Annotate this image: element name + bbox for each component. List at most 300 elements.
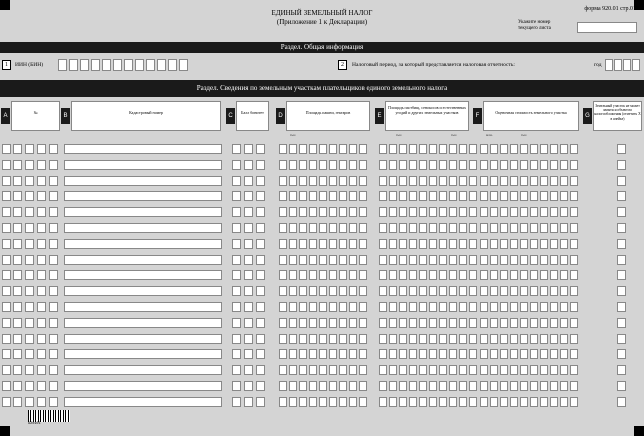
- row-number-cell[interactable]: [49, 176, 58, 186]
- row-number-cell[interactable]: [49, 381, 58, 391]
- valuation-cell[interactable]: [550, 144, 558, 154]
- arable-area-cell[interactable]: [279, 144, 287, 154]
- iin-char-cell[interactable]: [124, 59, 133, 71]
- pasture-area-cell[interactable]: [379, 144, 387, 154]
- arable-area-cell[interactable]: [329, 176, 337, 186]
- pasture-area-cell[interactable]: [439, 255, 447, 265]
- arable-area-cell[interactable]: [319, 365, 327, 375]
- pasture-area-cell[interactable]: [469, 176, 477, 186]
- valuation-cell[interactable]: [480, 286, 488, 296]
- row-number-cell[interactable]: [25, 144, 34, 154]
- valuation-cell[interactable]: [530, 223, 538, 233]
- arable-area-cell[interactable]: [329, 365, 337, 375]
- valuation-cell[interactable]: [500, 239, 508, 249]
- iin-char-cell[interactable]: [168, 59, 177, 71]
- arable-area-cell[interactable]: [299, 334, 307, 344]
- valuation-cell[interactable]: [540, 365, 548, 375]
- arable-area-cell[interactable]: [319, 397, 327, 407]
- pasture-area-cell[interactable]: [419, 270, 427, 280]
- pasture-area-cell[interactable]: [429, 239, 437, 249]
- valuation-cell[interactable]: [530, 144, 538, 154]
- valuation-cell[interactable]: [520, 191, 528, 201]
- pasture-area-cell[interactable]: [419, 286, 427, 296]
- valuation-cell[interactable]: [510, 302, 518, 312]
- row-number-cell[interactable]: [13, 255, 22, 265]
- pasture-area-cell[interactable]: [439, 302, 447, 312]
- valuation-cell[interactable]: [510, 239, 518, 249]
- pasture-area-cell[interactable]: [469, 239, 477, 249]
- row-number-cell[interactable]: [49, 223, 58, 233]
- valuation-cell[interactable]: [480, 160, 488, 170]
- pasture-area-cell[interactable]: [379, 365, 387, 375]
- pasture-area-cell[interactable]: [439, 286, 447, 296]
- pasture-area-cell[interactable]: [409, 223, 417, 233]
- row-number-cell[interactable]: [2, 207, 11, 217]
- pasture-area-cell[interactable]: [399, 160, 407, 170]
- arable-area-cell[interactable]: [319, 207, 327, 217]
- row-number-cell[interactable]: [49, 302, 58, 312]
- arable-area-cell[interactable]: [359, 160, 367, 170]
- arable-area-cell[interactable]: [329, 397, 337, 407]
- pasture-area-cell[interactable]: [399, 255, 407, 265]
- pasture-area-cell[interactable]: [399, 239, 407, 249]
- bonitet-cell[interactable]: [256, 207, 265, 217]
- arable-area-cell[interactable]: [359, 191, 367, 201]
- iin-char-cell[interactable]: [102, 59, 111, 71]
- arable-area-cell[interactable]: [329, 334, 337, 344]
- pasture-area-cell[interactable]: [469, 334, 477, 344]
- row-number-cell[interactable]: [49, 397, 58, 407]
- pasture-area-cell[interactable]: [449, 270, 457, 280]
- valuation-cell[interactable]: [490, 144, 498, 154]
- year-char-cell[interactable]: [632, 59, 640, 71]
- pasture-area-cell[interactable]: [399, 365, 407, 375]
- pasture-area-cell[interactable]: [449, 207, 457, 217]
- arable-area-cell[interactable]: [339, 365, 347, 375]
- valuation-cell[interactable]: [490, 365, 498, 375]
- valuation-cell[interactable]: [490, 191, 498, 201]
- pasture-area-cell[interactable]: [409, 255, 417, 265]
- cadastral-number-field[interactable]: [64, 286, 222, 296]
- pasture-area-cell[interactable]: [459, 334, 467, 344]
- valuation-cell[interactable]: [520, 239, 528, 249]
- bonitet-cell[interactable]: [232, 160, 241, 170]
- valuation-cell[interactable]: [570, 397, 578, 407]
- bonitet-cell[interactable]: [256, 191, 265, 201]
- arable-area-cell[interactable]: [359, 144, 367, 154]
- valuation-cell[interactable]: [570, 255, 578, 265]
- arable-area-cell[interactable]: [279, 302, 287, 312]
- pasture-area-cell[interactable]: [439, 176, 447, 186]
- arable-area-cell[interactable]: [339, 334, 347, 344]
- arable-area-cell[interactable]: [309, 381, 317, 391]
- row-number-cell[interactable]: [49, 334, 58, 344]
- bonitet-cell[interactable]: [256, 176, 265, 186]
- bonitet-cell[interactable]: [256, 270, 265, 280]
- pasture-area-cell[interactable]: [459, 207, 467, 217]
- pasture-area-cell[interactable]: [399, 302, 407, 312]
- cadastral-number-field[interactable]: [64, 318, 222, 328]
- arable-area-cell[interactable]: [289, 318, 297, 328]
- row-number-cell[interactable]: [2, 286, 11, 296]
- valuation-cell[interactable]: [570, 302, 578, 312]
- valuation-cell[interactable]: [490, 223, 498, 233]
- pasture-area-cell[interactable]: [389, 318, 397, 328]
- valuation-cell[interactable]: [510, 381, 518, 391]
- row-number-cell[interactable]: [49, 239, 58, 249]
- arable-area-cell[interactable]: [289, 144, 297, 154]
- cadastral-number-field[interactable]: [64, 144, 222, 154]
- pasture-area-cell[interactable]: [379, 286, 387, 296]
- pasture-area-cell[interactable]: [389, 381, 397, 391]
- valuation-cell[interactable]: [510, 176, 518, 186]
- arable-area-cell[interactable]: [319, 349, 327, 359]
- valuation-cell[interactable]: [560, 302, 568, 312]
- pasture-area-cell[interactable]: [419, 255, 427, 265]
- cadastral-number-field[interactable]: [64, 381, 222, 391]
- exempt-mark-cell[interactable]: [617, 191, 626, 201]
- valuation-cell[interactable]: [540, 207, 548, 217]
- bonitet-cell[interactable]: [244, 160, 253, 170]
- valuation-cell[interactable]: [560, 318, 568, 328]
- bonitet-cell[interactable]: [256, 144, 265, 154]
- arable-area-cell[interactable]: [339, 349, 347, 359]
- arable-area-cell[interactable]: [279, 349, 287, 359]
- bonitet-cell[interactable]: [256, 255, 265, 265]
- bonitet-cell[interactable]: [256, 381, 265, 391]
- pasture-area-cell[interactable]: [389, 349, 397, 359]
- row-number-cell[interactable]: [49, 365, 58, 375]
- pasture-area-cell[interactable]: [429, 191, 437, 201]
- valuation-cell[interactable]: [530, 286, 538, 296]
- arable-area-cell[interactable]: [329, 207, 337, 217]
- pasture-area-cell[interactable]: [459, 318, 467, 328]
- exempt-mark-cell[interactable]: [617, 334, 626, 344]
- valuation-cell[interactable]: [510, 397, 518, 407]
- row-number-cell[interactable]: [37, 160, 46, 170]
- arable-area-cell[interactable]: [349, 334, 357, 344]
- arable-area-cell[interactable]: [309, 365, 317, 375]
- row-number-cell[interactable]: [13, 334, 22, 344]
- valuation-cell[interactable]: [490, 270, 498, 280]
- valuation-cell[interactable]: [480, 397, 488, 407]
- valuation-cell[interactable]: [500, 207, 508, 217]
- valuation-cell[interactable]: [570, 223, 578, 233]
- arable-area-cell[interactable]: [309, 334, 317, 344]
- valuation-cell[interactable]: [560, 365, 568, 375]
- bonitet-cell[interactable]: [256, 397, 265, 407]
- pasture-area-cell[interactable]: [429, 160, 437, 170]
- bonitet-cell[interactable]: [232, 144, 241, 154]
- valuation-cell[interactable]: [480, 302, 488, 312]
- row-number-cell[interactable]: [25, 318, 34, 328]
- arable-area-cell[interactable]: [339, 397, 347, 407]
- pasture-area-cell[interactable]: [399, 144, 407, 154]
- valuation-cell[interactable]: [480, 223, 488, 233]
- valuation-cell[interactable]: [480, 349, 488, 359]
- cadastral-number-field[interactable]: [64, 223, 222, 233]
- row-number-cell[interactable]: [13, 144, 22, 154]
- cadastral-number-field[interactable]: [64, 239, 222, 249]
- pasture-area-cell[interactable]: [429, 144, 437, 154]
- pasture-area-cell[interactable]: [419, 223, 427, 233]
- pasture-area-cell[interactable]: [469, 144, 477, 154]
- arable-area-cell[interactable]: [329, 270, 337, 280]
- valuation-cell[interactable]: [540, 381, 548, 391]
- pasture-area-cell[interactable]: [469, 255, 477, 265]
- row-number-cell[interactable]: [25, 349, 34, 359]
- row-number-cell[interactable]: [13, 349, 22, 359]
- pasture-area-cell[interactable]: [389, 191, 397, 201]
- valuation-cell[interactable]: [480, 270, 488, 280]
- pasture-area-cell[interactable]: [409, 318, 417, 328]
- pasture-area-cell[interactable]: [469, 349, 477, 359]
- row-number-cell[interactable]: [25, 255, 34, 265]
- valuation-cell[interactable]: [500, 176, 508, 186]
- arable-area-cell[interactable]: [279, 365, 287, 375]
- valuation-cell[interactable]: [550, 239, 558, 249]
- pasture-area-cell[interactable]: [459, 255, 467, 265]
- valuation-cell[interactable]: [560, 255, 568, 265]
- arable-area-cell[interactable]: [309, 239, 317, 249]
- valuation-cell[interactable]: [520, 318, 528, 328]
- arable-area-cell[interactable]: [299, 160, 307, 170]
- arable-area-cell[interactable]: [299, 176, 307, 186]
- pasture-area-cell[interactable]: [379, 255, 387, 265]
- valuation-cell[interactable]: [540, 160, 548, 170]
- bonitet-cell[interactable]: [232, 302, 241, 312]
- row-number-cell[interactable]: [25, 334, 34, 344]
- arable-area-cell[interactable]: [339, 381, 347, 391]
- arable-area-cell[interactable]: [329, 160, 337, 170]
- cadastral-number-field[interactable]: [64, 349, 222, 359]
- arable-area-cell[interactable]: [339, 160, 347, 170]
- arable-area-cell[interactable]: [289, 381, 297, 391]
- pasture-area-cell[interactable]: [439, 397, 447, 407]
- pasture-area-cell[interactable]: [449, 239, 457, 249]
- arable-area-cell[interactable]: [299, 397, 307, 407]
- valuation-cell[interactable]: [500, 349, 508, 359]
- valuation-cell[interactable]: [550, 223, 558, 233]
- pasture-area-cell[interactable]: [389, 160, 397, 170]
- pasture-area-cell[interactable]: [459, 144, 467, 154]
- pasture-area-cell[interactable]: [379, 318, 387, 328]
- valuation-cell[interactable]: [570, 191, 578, 201]
- pasture-area-cell[interactable]: [459, 239, 467, 249]
- pasture-area-cell[interactable]: [379, 302, 387, 312]
- pasture-area-cell[interactable]: [389, 302, 397, 312]
- pasture-area-cell[interactable]: [469, 397, 477, 407]
- arable-area-cell[interactable]: [319, 239, 327, 249]
- bonitet-cell[interactable]: [232, 223, 241, 233]
- arable-area-cell[interactable]: [349, 239, 357, 249]
- bonitet-cell[interactable]: [244, 318, 253, 328]
- valuation-cell[interactable]: [490, 318, 498, 328]
- valuation-cell[interactable]: [560, 191, 568, 201]
- valuation-cell[interactable]: [500, 302, 508, 312]
- valuation-cell[interactable]: [520, 286, 528, 296]
- valuation-cell[interactable]: [490, 286, 498, 296]
- valuation-cell[interactable]: [500, 318, 508, 328]
- valuation-cell[interactable]: [540, 318, 548, 328]
- row-number-cell[interactable]: [25, 397, 34, 407]
- row-number-cell[interactable]: [2, 397, 11, 407]
- arable-area-cell[interactable]: [339, 191, 347, 201]
- valuation-cell[interactable]: [490, 176, 498, 186]
- valuation-cell[interactable]: [570, 176, 578, 186]
- arable-area-cell[interactable]: [279, 255, 287, 265]
- iin-char-cell[interactable]: [58, 59, 67, 71]
- exempt-mark-cell[interactable]: [617, 302, 626, 312]
- bonitet-cell[interactable]: [256, 302, 265, 312]
- bonitet-cell[interactable]: [256, 334, 265, 344]
- arable-area-cell[interactable]: [299, 207, 307, 217]
- cadastral-number-field[interactable]: [64, 176, 222, 186]
- pasture-area-cell[interactable]: [389, 397, 397, 407]
- arable-area-cell[interactable]: [359, 349, 367, 359]
- pasture-area-cell[interactable]: [419, 334, 427, 344]
- arable-area-cell[interactable]: [309, 302, 317, 312]
- valuation-cell[interactable]: [570, 286, 578, 296]
- arable-area-cell[interactable]: [359, 223, 367, 233]
- arable-area-cell[interactable]: [289, 302, 297, 312]
- row-number-cell[interactable]: [2, 239, 11, 249]
- arable-area-cell[interactable]: [299, 381, 307, 391]
- pasture-area-cell[interactable]: [439, 381, 447, 391]
- pasture-area-cell[interactable]: [439, 191, 447, 201]
- arable-area-cell[interactable]: [299, 270, 307, 280]
- arable-area-cell[interactable]: [349, 397, 357, 407]
- arable-area-cell[interactable]: [309, 318, 317, 328]
- arable-area-cell[interactable]: [309, 144, 317, 154]
- pasture-area-cell[interactable]: [379, 381, 387, 391]
- pasture-area-cell[interactable]: [379, 223, 387, 233]
- arable-area-cell[interactable]: [289, 191, 297, 201]
- pasture-area-cell[interactable]: [429, 207, 437, 217]
- valuation-cell[interactable]: [540, 144, 548, 154]
- valuation-cell[interactable]: [560, 349, 568, 359]
- valuation-cell[interactable]: [550, 381, 558, 391]
- arable-area-cell[interactable]: [279, 160, 287, 170]
- pasture-area-cell[interactable]: [389, 255, 397, 265]
- valuation-cell[interactable]: [520, 255, 528, 265]
- pasture-area-cell[interactable]: [419, 397, 427, 407]
- pasture-area-cell[interactable]: [459, 397, 467, 407]
- valuation-cell[interactable]: [520, 144, 528, 154]
- pasture-area-cell[interactable]: [379, 397, 387, 407]
- bonitet-cell[interactable]: [244, 349, 253, 359]
- arable-area-cell[interactable]: [329, 191, 337, 201]
- arable-area-cell[interactable]: [359, 381, 367, 391]
- valuation-cell[interactable]: [520, 176, 528, 186]
- row-number-cell[interactable]: [25, 207, 34, 217]
- valuation-cell[interactable]: [530, 207, 538, 217]
- pasture-area-cell[interactable]: [409, 286, 417, 296]
- arable-area-cell[interactable]: [319, 381, 327, 391]
- exempt-mark-cell[interactable]: [617, 160, 626, 170]
- bonitet-cell[interactable]: [256, 318, 265, 328]
- valuation-cell[interactable]: [520, 270, 528, 280]
- row-number-cell[interactable]: [25, 191, 34, 201]
- pasture-area-cell[interactable]: [439, 270, 447, 280]
- bonitet-cell[interactable]: [256, 286, 265, 296]
- valuation-cell[interactable]: [510, 223, 518, 233]
- row-number-cell[interactable]: [37, 144, 46, 154]
- valuation-cell[interactable]: [490, 160, 498, 170]
- valuation-cell[interactable]: [520, 223, 528, 233]
- bonitet-cell[interactable]: [232, 176, 241, 186]
- arable-area-cell[interactable]: [309, 286, 317, 296]
- pasture-area-cell[interactable]: [469, 286, 477, 296]
- row-number-cell[interactable]: [2, 318, 11, 328]
- arable-area-cell[interactable]: [309, 397, 317, 407]
- valuation-cell[interactable]: [520, 207, 528, 217]
- pasture-area-cell[interactable]: [439, 223, 447, 233]
- valuation-cell[interactable]: [520, 302, 528, 312]
- pasture-area-cell[interactable]: [469, 207, 477, 217]
- arable-area-cell[interactable]: [309, 270, 317, 280]
- bonitet-cell[interactable]: [232, 381, 241, 391]
- valuation-cell[interactable]: [570, 144, 578, 154]
- valuation-cell[interactable]: [500, 255, 508, 265]
- valuation-cell[interactable]: [550, 334, 558, 344]
- row-number-cell[interactable]: [13, 191, 22, 201]
- arable-area-cell[interactable]: [289, 270, 297, 280]
- valuation-cell[interactable]: [550, 318, 558, 328]
- row-number-cell[interactable]: [25, 270, 34, 280]
- pasture-area-cell[interactable]: [429, 176, 437, 186]
- valuation-cell[interactable]: [500, 365, 508, 375]
- arable-area-cell[interactable]: [319, 302, 327, 312]
- pasture-area-cell[interactable]: [429, 381, 437, 391]
- valuation-cell[interactable]: [520, 397, 528, 407]
- arable-area-cell[interactable]: [349, 160, 357, 170]
- valuation-cell[interactable]: [560, 381, 568, 391]
- bonitet-cell[interactable]: [232, 255, 241, 265]
- arable-area-cell[interactable]: [299, 286, 307, 296]
- valuation-cell[interactable]: [560, 223, 568, 233]
- row-number-cell[interactable]: [13, 223, 22, 233]
- arable-area-cell[interactable]: [319, 270, 327, 280]
- valuation-cell[interactable]: [550, 349, 558, 359]
- valuation-cell[interactable]: [570, 239, 578, 249]
- bonitet-cell[interactable]: [244, 207, 253, 217]
- arable-area-cell[interactable]: [279, 176, 287, 186]
- iin-char-cell[interactable]: [91, 59, 100, 71]
- valuation-cell[interactable]: [500, 286, 508, 296]
- pasture-area-cell[interactable]: [389, 223, 397, 233]
- arable-area-cell[interactable]: [279, 191, 287, 201]
- arable-area-cell[interactable]: [279, 381, 287, 391]
- valuation-cell[interactable]: [560, 144, 568, 154]
- pasture-area-cell[interactable]: [449, 176, 457, 186]
- arable-area-cell[interactable]: [329, 318, 337, 328]
- pasture-area-cell[interactable]: [409, 381, 417, 391]
- arable-area-cell[interactable]: [359, 365, 367, 375]
- iin-char-cell[interactable]: [157, 59, 166, 71]
- pasture-area-cell[interactable]: [419, 381, 427, 391]
- pasture-area-cell[interactable]: [449, 365, 457, 375]
- arable-area-cell[interactable]: [339, 144, 347, 154]
- row-number-cell[interactable]: [13, 176, 22, 186]
- pasture-area-cell[interactable]: [379, 334, 387, 344]
- row-number-cell[interactable]: [37, 381, 46, 391]
- row-number-cell[interactable]: [49, 144, 58, 154]
- row-number-cell[interactable]: [2, 270, 11, 280]
- row-number-cell[interactable]: [2, 255, 11, 265]
- cadastral-number-field[interactable]: [64, 191, 222, 201]
- bonitet-cell[interactable]: [232, 207, 241, 217]
